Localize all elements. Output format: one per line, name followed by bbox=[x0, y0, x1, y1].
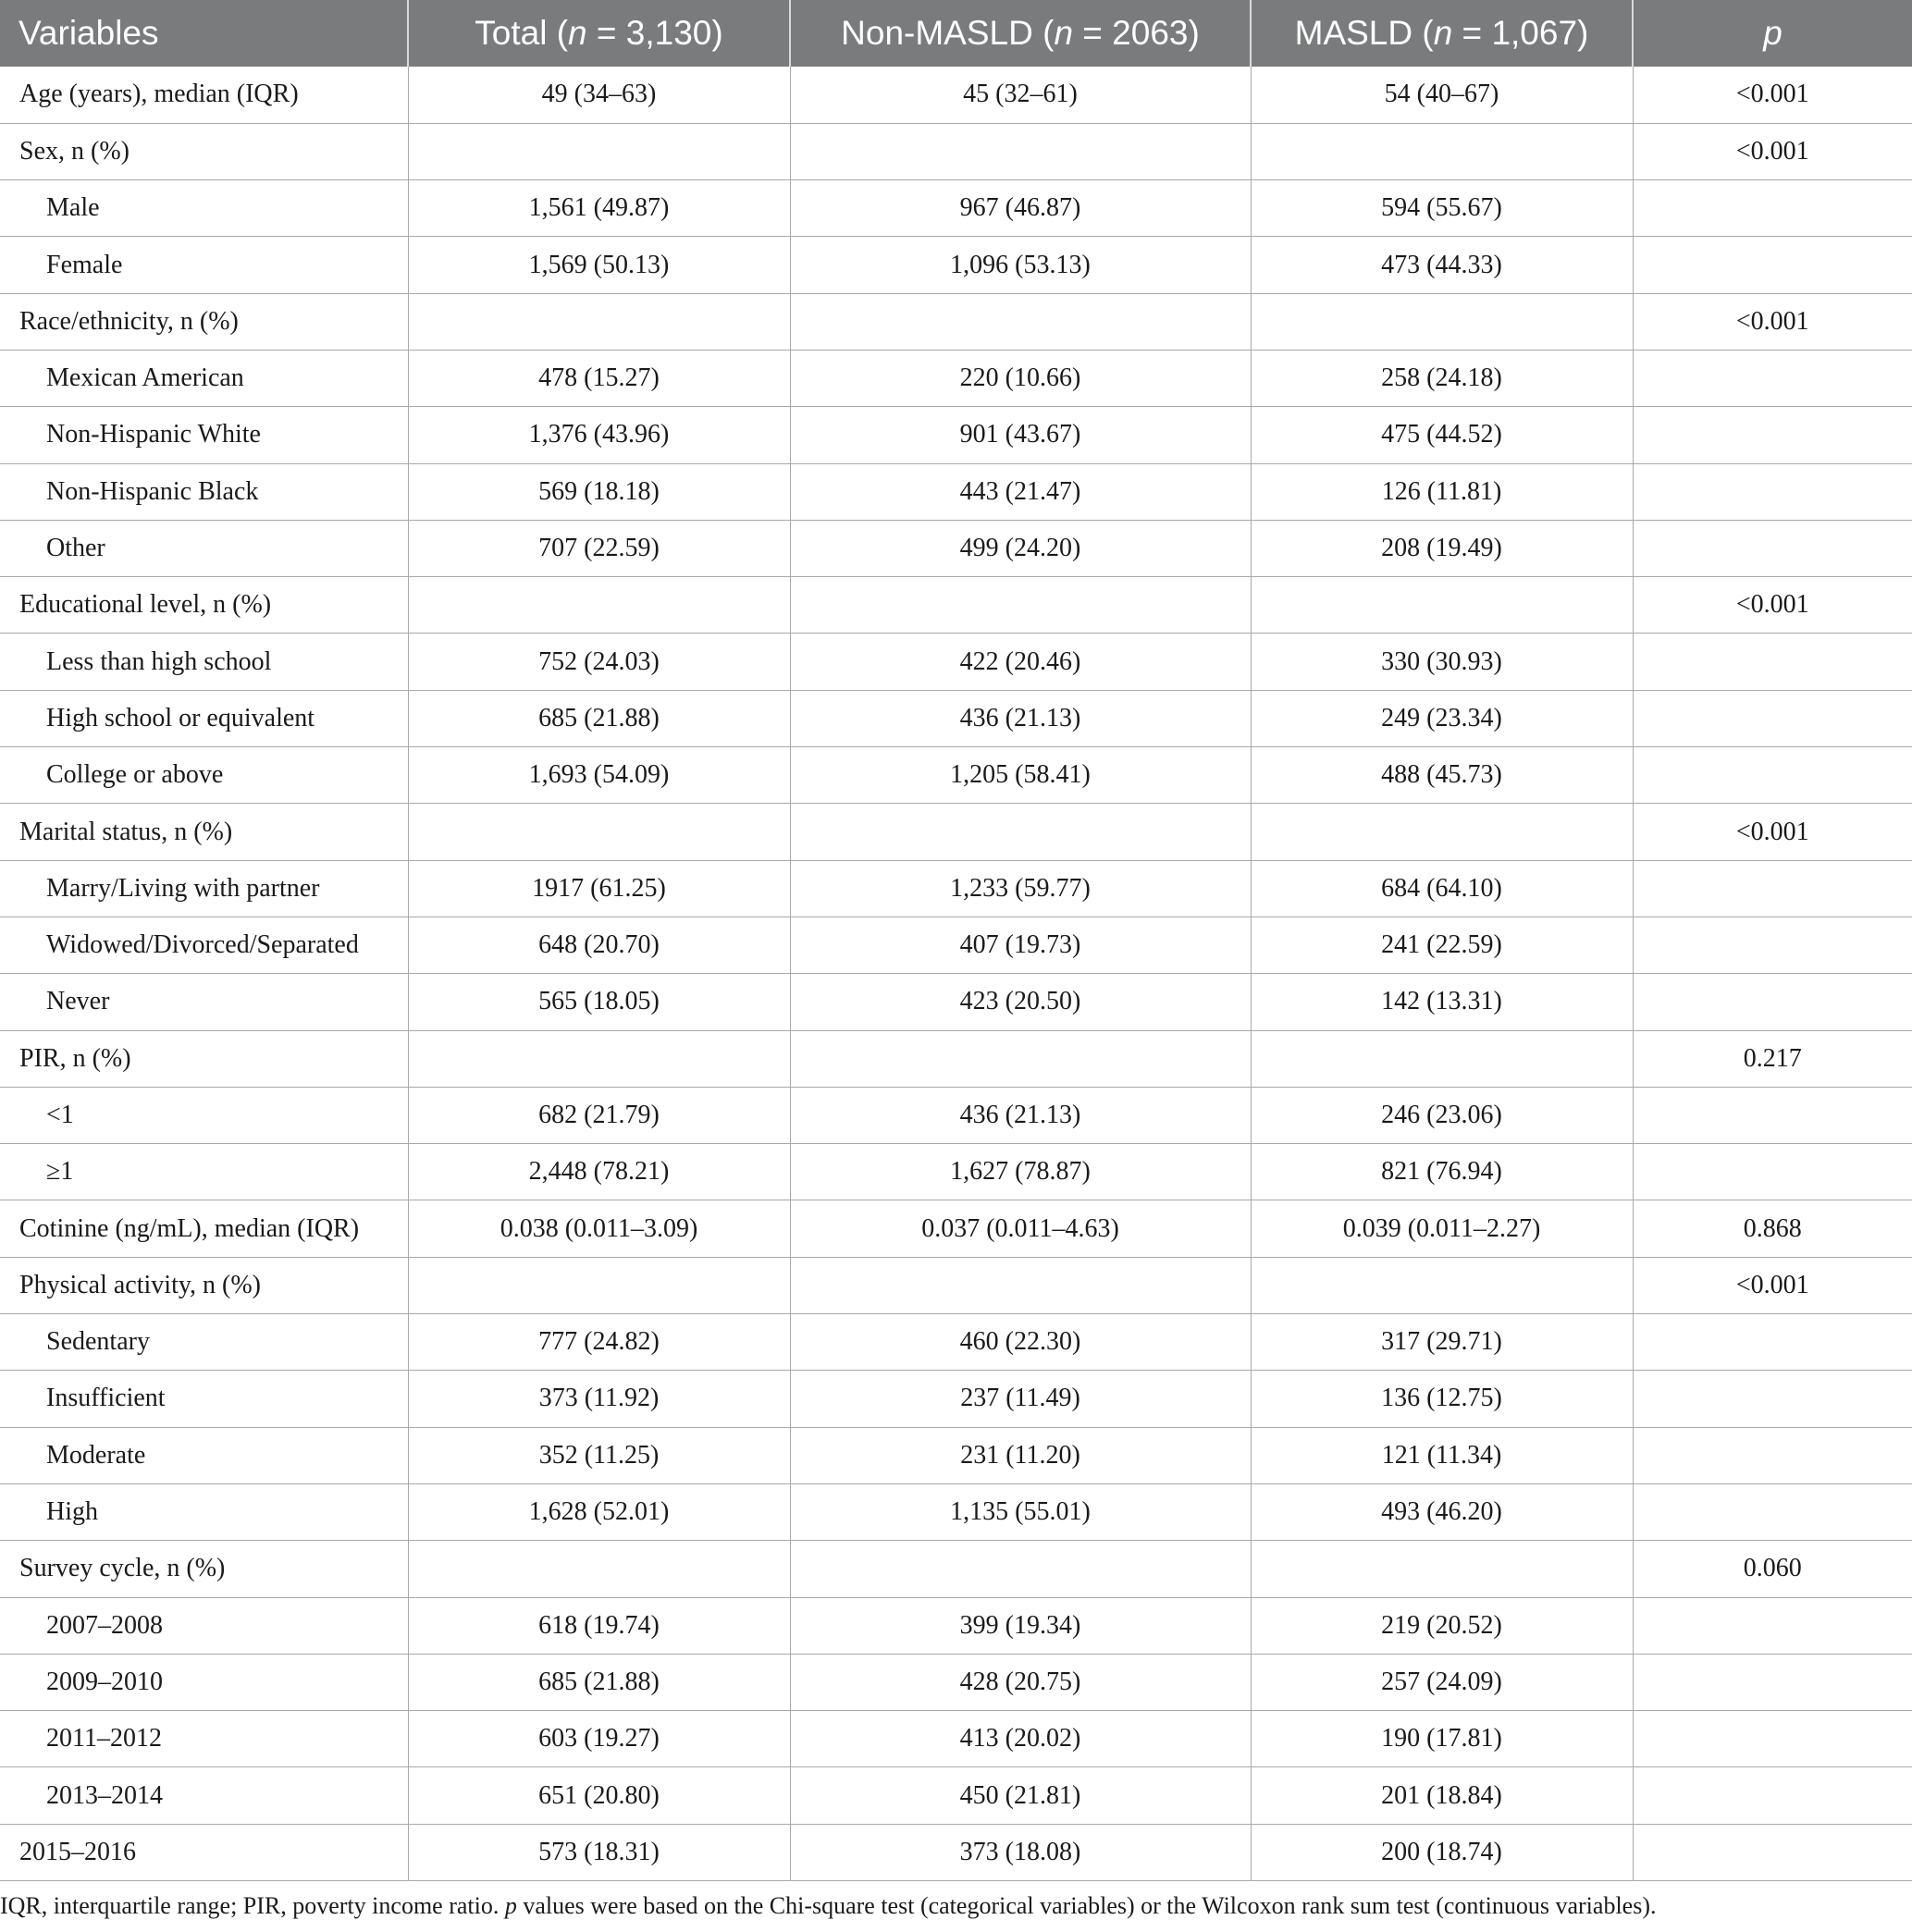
cell-non-masld: 1,233 (59.77) bbox=[790, 860, 1251, 917]
cell-non-masld: 460 (22.30) bbox=[790, 1314, 1251, 1371]
cell-non-masld: 407 (19.73) bbox=[790, 917, 1251, 973]
cell-total: 618 (19.74) bbox=[408, 1597, 790, 1654]
cell-non-masld: 231 (11.20) bbox=[790, 1427, 1251, 1483]
table-row bbox=[0, 1427, 1912, 1483]
table-body bbox=[0, 67, 1912, 1881]
cell-non-masld: 436 (21.13) bbox=[790, 1087, 1251, 1143]
cell-p-value bbox=[1633, 1371, 1912, 1427]
cell-total: 373 (11.92) bbox=[408, 1371, 790, 1427]
cell-total: 573 (18.31) bbox=[408, 1824, 790, 1880]
cell-masld bbox=[1251, 1541, 1633, 1597]
cell-p-value: <0.001 bbox=[1633, 804, 1912, 860]
cell-masld: 241 (22.59) bbox=[1251, 917, 1633, 973]
cell-variable: Mexican American bbox=[0, 350, 408, 406]
cell-non-masld: 1,205 (58.41) bbox=[790, 747, 1251, 804]
cell-masld: 473 (44.33) bbox=[1251, 237, 1633, 293]
table-row bbox=[0, 293, 1912, 350]
cell-masld: 201 (18.84) bbox=[1251, 1767, 1633, 1824]
cell-non-masld bbox=[790, 1257, 1251, 1313]
cell-non-masld: 0.037 (0.011–4.63) bbox=[790, 1200, 1251, 1257]
cell-p-value bbox=[1633, 1087, 1912, 1143]
cell-p-value bbox=[1633, 180, 1912, 237]
cell-total bbox=[408, 1030, 790, 1087]
cell-p-value: <0.001 bbox=[1633, 293, 1912, 350]
cell-p-value bbox=[1633, 1144, 1912, 1200]
cell-variable: Male bbox=[0, 180, 408, 237]
table-row bbox=[0, 577, 1912, 634]
cell-masld: 317 (29.71) bbox=[1251, 1314, 1633, 1371]
cell-non-masld bbox=[790, 1030, 1251, 1087]
cell-total bbox=[408, 293, 790, 350]
cell-variable: Cotinine (ng/mL), median (IQR) bbox=[0, 1200, 408, 1257]
table-row bbox=[0, 690, 1912, 746]
table-row bbox=[0, 634, 1912, 690]
cell-non-masld: 373 (18.08) bbox=[790, 1824, 1251, 1880]
cell-masld: 142 (13.31) bbox=[1251, 974, 1633, 1030]
cell-variable: Educational level, n (%) bbox=[0, 577, 408, 634]
cell-p-value bbox=[1633, 520, 1912, 576]
cell-total: 352 (11.25) bbox=[408, 1427, 790, 1483]
table-row bbox=[0, 350, 1912, 406]
table-row bbox=[0, 860, 1912, 917]
cell-non-masld: 901 (43.67) bbox=[790, 407, 1251, 463]
cell-total: 49 (34–63) bbox=[408, 67, 790, 123]
cell-total: 569 (18.18) bbox=[408, 463, 790, 520]
cell-p-value bbox=[1633, 407, 1912, 463]
cell-non-masld: 1,096 (53.13) bbox=[790, 237, 1251, 293]
cell-non-masld: 399 (19.34) bbox=[790, 1597, 1251, 1654]
cell-p-value bbox=[1633, 237, 1912, 293]
table-row bbox=[0, 1144, 1912, 1200]
table-row bbox=[0, 520, 1912, 576]
cell-non-masld: 436 (21.13) bbox=[790, 690, 1251, 746]
cell-total bbox=[408, 577, 790, 634]
cell-total bbox=[408, 123, 790, 179]
cell-total: 1917 (61.25) bbox=[408, 860, 790, 917]
cell-total: 0.038 (0.011–3.09) bbox=[408, 1200, 790, 1257]
cell-variable: 2007–2008 bbox=[0, 1597, 408, 1654]
cell-total: 2,448 (78.21) bbox=[408, 1144, 790, 1200]
cell-variable: Marital status, n (%) bbox=[0, 804, 408, 860]
table-row bbox=[0, 917, 1912, 973]
cell-masld: 257 (24.09) bbox=[1251, 1654, 1633, 1710]
header-non-masld: Non-MASLD (n = 2063) bbox=[790, 0, 1251, 67]
cell-total: 682 (21.79) bbox=[408, 1087, 790, 1143]
cell-total: 752 (24.03) bbox=[408, 634, 790, 690]
cell-non-masld bbox=[790, 577, 1251, 634]
cell-p-value: <0.001 bbox=[1633, 577, 1912, 634]
cell-total: 707 (22.59) bbox=[408, 520, 790, 576]
table-row bbox=[0, 1654, 1912, 1710]
cell-variable: High school or equivalent bbox=[0, 690, 408, 746]
table-row bbox=[0, 463, 1912, 520]
cell-variable: Physical activity, n (%) bbox=[0, 1257, 408, 1313]
cell-p-value bbox=[1633, 690, 1912, 746]
table-row bbox=[0, 1541, 1912, 1597]
cell-masld bbox=[1251, 123, 1633, 179]
cell-p-value bbox=[1633, 1597, 1912, 1654]
table-row bbox=[0, 237, 1912, 293]
table-row bbox=[0, 1824, 1912, 1880]
cell-variable: Insufficient bbox=[0, 1371, 408, 1427]
cell-p-value bbox=[1633, 1314, 1912, 1371]
cell-non-masld: 499 (24.20) bbox=[790, 520, 1251, 576]
cell-masld: 200 (18.74) bbox=[1251, 1824, 1633, 1880]
header-p-value: p bbox=[1633, 0, 1912, 67]
table-row bbox=[0, 974, 1912, 1030]
cell-variable: Age (years), median (IQR) bbox=[0, 67, 408, 123]
cell-masld bbox=[1251, 1257, 1633, 1313]
table-row bbox=[0, 1030, 1912, 1087]
cell-masld: 121 (11.34) bbox=[1251, 1427, 1633, 1483]
cell-variable: Moderate bbox=[0, 1427, 408, 1483]
cell-total bbox=[408, 1257, 790, 1313]
cell-total: 777 (24.82) bbox=[408, 1314, 790, 1371]
cell-masld: 136 (12.75) bbox=[1251, 1371, 1633, 1427]
cell-variable: Female bbox=[0, 237, 408, 293]
cell-non-masld: 1,135 (55.01) bbox=[790, 1483, 1251, 1540]
header-masld: MASLD (n = 1,067) bbox=[1251, 0, 1633, 67]
cell-total: 685 (21.88) bbox=[408, 690, 790, 746]
cell-p-value: 0.217 bbox=[1633, 1030, 1912, 1087]
cell-total: 648 (20.70) bbox=[408, 917, 790, 973]
table-footnote: IQR, interquartile range; PIR, poverty income ratio. p values were based on the Chi-square test (categorical variables) or the Wilcoxon rank sum test (continuous variables). bbox=[0, 1892, 1657, 1919]
table-row bbox=[0, 1767, 1912, 1824]
cell-p-value bbox=[1633, 747, 1912, 804]
cell-p-value: <0.001 bbox=[1633, 123, 1912, 179]
cell-masld: 330 (30.93) bbox=[1251, 634, 1633, 690]
cell-non-masld: 443 (21.47) bbox=[790, 463, 1251, 520]
cell-p-value bbox=[1633, 917, 1912, 973]
cell-masld: 493 (46.20) bbox=[1251, 1483, 1633, 1540]
cell-total: 603 (19.27) bbox=[408, 1711, 790, 1767]
cell-total: 478 (15.27) bbox=[408, 350, 790, 406]
cell-variable: 2011–2012 bbox=[0, 1711, 408, 1767]
cell-variable: 2013–2014 bbox=[0, 1767, 408, 1824]
cell-masld: 475 (44.52) bbox=[1251, 407, 1633, 463]
cell-non-masld: 423 (20.50) bbox=[790, 974, 1251, 1030]
cell-p-value bbox=[1633, 1824, 1912, 1880]
cell-masld: 821 (76.94) bbox=[1251, 1144, 1633, 1200]
cell-masld: 126 (11.81) bbox=[1251, 463, 1633, 520]
cell-non-masld: 237 (11.49) bbox=[790, 1371, 1251, 1427]
cell-p-value bbox=[1633, 1711, 1912, 1767]
cell-non-masld: 45 (32–61) bbox=[790, 67, 1251, 123]
cell-variable: 2015–2016 bbox=[0, 1824, 408, 1880]
cell-non-masld: 428 (20.75) bbox=[790, 1654, 1251, 1710]
cell-variable: High bbox=[0, 1483, 408, 1540]
cell-non-masld: 450 (21.81) bbox=[790, 1767, 1251, 1824]
cell-variable: <1 bbox=[0, 1087, 408, 1143]
cell-masld bbox=[1251, 804, 1633, 860]
cell-masld: 219 (20.52) bbox=[1251, 1597, 1633, 1654]
table-row bbox=[0, 1087, 1912, 1143]
cell-variable: Never bbox=[0, 974, 408, 1030]
table-row bbox=[0, 180, 1912, 237]
cell-masld: 54 (40–67) bbox=[1251, 67, 1633, 123]
cell-masld: 249 (23.34) bbox=[1251, 690, 1633, 746]
header-variables: Variables bbox=[0, 0, 408, 67]
cell-total: 565 (18.05) bbox=[408, 974, 790, 1030]
cell-masld: 258 (24.18) bbox=[1251, 350, 1633, 406]
cell-non-masld: 1,627 (78.87) bbox=[790, 1144, 1251, 1200]
cell-p-value bbox=[1633, 1654, 1912, 1710]
cell-masld: 246 (23.06) bbox=[1251, 1087, 1633, 1143]
table-row bbox=[0, 1371, 1912, 1427]
cell-p-value bbox=[1633, 350, 1912, 406]
cell-non-masld: 413 (20.02) bbox=[790, 1711, 1251, 1767]
cell-p-value: <0.001 bbox=[1633, 1257, 1912, 1313]
cell-total: 1,569 (50.13) bbox=[408, 237, 790, 293]
cell-variable: Non-Hispanic Black bbox=[0, 463, 408, 520]
cell-variable: Other bbox=[0, 520, 408, 576]
table-row bbox=[0, 1257, 1912, 1313]
cell-non-masld bbox=[790, 804, 1251, 860]
cell-p-value bbox=[1633, 634, 1912, 690]
cell-non-masld bbox=[790, 123, 1251, 179]
cell-variable: Widowed/Divorced/Separated bbox=[0, 917, 408, 973]
table-row bbox=[0, 1711, 1912, 1767]
cell-masld bbox=[1251, 1030, 1633, 1087]
cell-variable: Sex, n (%) bbox=[0, 123, 408, 179]
cell-masld: 190 (17.81) bbox=[1251, 1711, 1633, 1767]
cell-total: 685 (21.88) bbox=[408, 1654, 790, 1710]
cell-p-value bbox=[1633, 1427, 1912, 1483]
cell-variable: Non-Hispanic White bbox=[0, 407, 408, 463]
cell-masld bbox=[1251, 293, 1633, 350]
cell-p-value: <0.001 bbox=[1633, 67, 1912, 123]
table-row bbox=[0, 407, 1912, 463]
cell-total: 1,376 (43.96) bbox=[408, 407, 790, 463]
cell-variable: Race/ethnicity, n (%) bbox=[0, 293, 408, 350]
cell-total: 1,561 (49.87) bbox=[408, 180, 790, 237]
cell-p-value bbox=[1633, 1767, 1912, 1824]
cell-non-masld: 422 (20.46) bbox=[790, 634, 1251, 690]
table-header-row bbox=[0, 0, 1912, 67]
cell-total: 651 (20.80) bbox=[408, 1767, 790, 1824]
table-row bbox=[0, 67, 1912, 123]
cell-masld: 594 (55.67) bbox=[1251, 180, 1633, 237]
cell-variable: PIR, n (%) bbox=[0, 1030, 408, 1087]
cell-non-masld bbox=[790, 1541, 1251, 1597]
cell-non-masld bbox=[790, 293, 1251, 350]
cell-non-masld: 967 (46.87) bbox=[790, 180, 1251, 237]
cell-masld: 208 (19.49) bbox=[1251, 520, 1633, 576]
cell-variable: Less than high school bbox=[0, 634, 408, 690]
cell-p-value bbox=[1633, 1483, 1912, 1540]
table-row bbox=[0, 1483, 1912, 1540]
cell-p-value bbox=[1633, 860, 1912, 917]
table-row bbox=[0, 747, 1912, 804]
cell-masld bbox=[1251, 577, 1633, 634]
cell-masld: 684 (64.10) bbox=[1251, 860, 1633, 917]
cell-variable: Sedentary bbox=[0, 1314, 408, 1371]
cell-total bbox=[408, 1541, 790, 1597]
cell-variable: Marry/Living with partner bbox=[0, 860, 408, 917]
cell-masld: 0.039 (0.011–2.27) bbox=[1251, 1200, 1633, 1257]
cell-masld: 488 (45.73) bbox=[1251, 747, 1633, 804]
cell-total: 1,693 (54.09) bbox=[408, 747, 790, 804]
cell-variable: College or above bbox=[0, 747, 408, 804]
cell-p-value: 0.060 bbox=[1633, 1541, 1912, 1597]
cell-variable: ≥1 bbox=[0, 1144, 408, 1200]
cell-non-masld: 220 (10.66) bbox=[790, 350, 1251, 406]
cell-total bbox=[408, 804, 790, 860]
table-row bbox=[0, 1597, 1912, 1654]
cell-total: 1,628 (52.01) bbox=[408, 1483, 790, 1540]
cell-p-value bbox=[1633, 974, 1912, 1030]
table-row bbox=[0, 804, 1912, 860]
cell-variable: Survey cycle, n (%) bbox=[0, 1541, 408, 1597]
cell-p-value: 0.868 bbox=[1633, 1200, 1912, 1257]
table-row bbox=[0, 1314, 1912, 1371]
cell-variable: 2009–2010 bbox=[0, 1654, 408, 1710]
cell-p-value bbox=[1633, 463, 1912, 520]
table-row bbox=[0, 123, 1912, 179]
table-row bbox=[0, 1200, 1912, 1257]
header-total: Total (n = 3,130) bbox=[408, 0, 790, 67]
